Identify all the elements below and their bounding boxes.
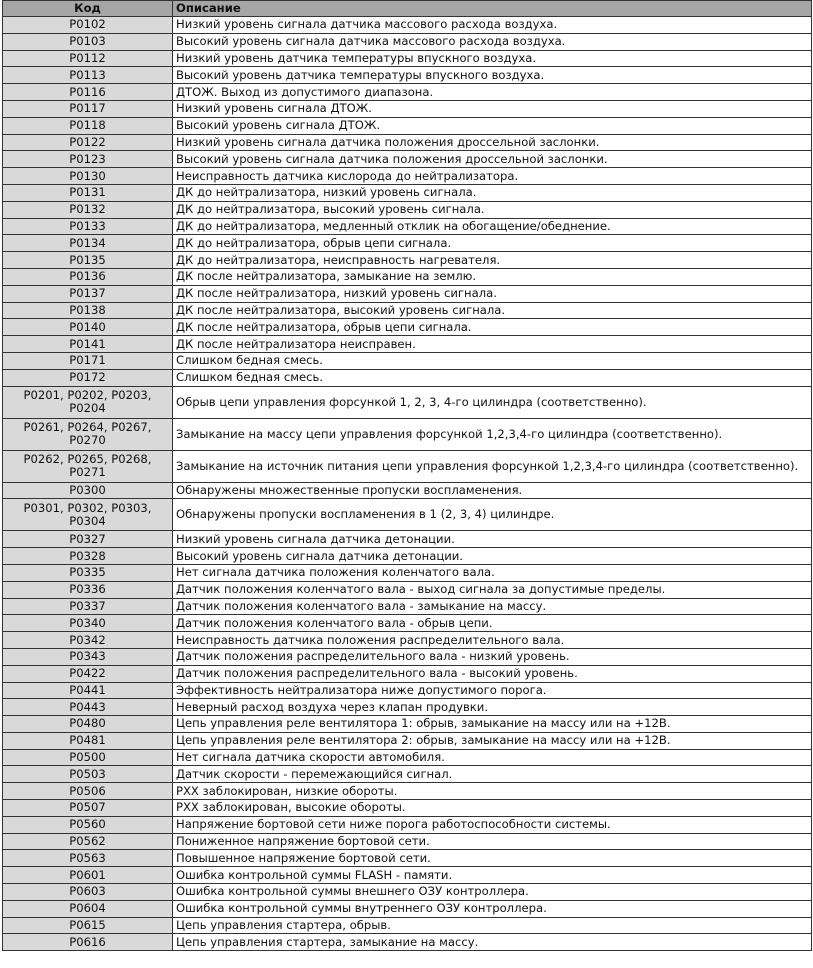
error-code-cell: P0503 — [3, 766, 173, 783]
error-description-cell: Ошибка контрольной суммы внутреннего ОЗУ контроллера. — [173, 900, 812, 917]
error-description-cell: Низкий уровень сигнала датчика детонации. — [173, 531, 812, 548]
error-code-cell: P0616 — [3, 934, 173, 951]
table-row — [3, 917, 812, 934]
table-row — [3, 67, 812, 84]
table-row — [3, 665, 812, 682]
error-code-cell: P0140 — [3, 319, 173, 336]
error-description-cell: ДК после нейтрализатора неисправен. — [173, 336, 812, 353]
table-row — [3, 134, 812, 151]
table-row — [3, 732, 812, 749]
table-row — [3, 816, 812, 833]
error-code-cell: P0507 — [3, 800, 173, 817]
error-description-cell: Неисправность датчика кислорода до нейтрализатора. — [173, 168, 812, 185]
error-code-cell: P0262, P0265, P0268, P0271 — [3, 450, 173, 482]
error-description-cell: ДК после нейтрализатора, обрыв цепи сигнала. — [173, 319, 812, 336]
table-row — [3, 151, 812, 168]
error-code-cell: P0327 — [3, 531, 173, 548]
error-code-cell: P0132 — [3, 201, 173, 218]
error-code-cell: P0481 — [3, 732, 173, 749]
table-row — [3, 369, 812, 386]
error-code-cell: P0131 — [3, 184, 173, 201]
error-description-cell: ДК до нейтрализатора, высокий уровень сигнала. — [173, 201, 812, 218]
error-code-cell: P0480 — [3, 716, 173, 733]
error-description-cell: Слишком бедная смесь. — [173, 352, 812, 369]
table-row — [3, 564, 812, 581]
table-row — [3, 783, 812, 800]
error-code-cell: P0261, P0264, P0267, P0270 — [3, 418, 173, 450]
table-row — [3, 682, 812, 699]
error-code-cell: P0441 — [3, 682, 173, 699]
error-code-cell: P0118 — [3, 117, 173, 134]
error-code-cell: P0336 — [3, 581, 173, 598]
error-description-cell: Эффективность нейтрализатора ниже допустимого порога. — [173, 682, 812, 699]
table-row — [3, 867, 812, 884]
error-code-cell: P0172 — [3, 369, 173, 386]
error-description-cell: Нет сигнала датчика положения коленчатого вала. — [173, 564, 812, 581]
table-row — [3, 336, 812, 353]
header-row — [3, 1, 812, 17]
table-row — [3, 581, 812, 598]
error-description-cell: Низкий уровень датчика температуры впускного воздуха. — [173, 50, 812, 67]
header-code: Код — [3, 1, 173, 17]
table-row — [3, 648, 812, 665]
error-description-cell: РХХ заблокирован, низкие обороты. — [173, 783, 812, 800]
error-code-cell: P0500 — [3, 749, 173, 766]
error-code-cell: P0506 — [3, 783, 173, 800]
table-row — [3, 184, 812, 201]
table-row — [3, 235, 812, 252]
error-description-cell: Низкий уровень сигнала датчика положения дроссельной заслонки. — [173, 134, 812, 151]
table-header — [3, 1, 812, 17]
error-code-cell: P0122 — [3, 134, 173, 151]
error-code-cell: P0112 — [3, 50, 173, 67]
table-row — [3, 268, 812, 285]
table-row — [3, 934, 812, 951]
error-description-cell: Обнаружены пропуски воспламенения в 1 (2, 3, 4) цилиндре. — [173, 499, 812, 531]
table-row — [3, 319, 812, 336]
error-description-cell: Цепь управления стартера, обрыв. — [173, 917, 812, 934]
error-code-cell: P0133 — [3, 218, 173, 235]
error-code-cell: P0141 — [3, 336, 173, 353]
error-description-cell: Пониженное напряжение бортовой сети. — [173, 833, 812, 850]
error-description-cell: Повышенное напряжение бортовой сети. — [173, 850, 812, 867]
table-row — [3, 84, 812, 101]
error-code-cell: P0117 — [3, 100, 173, 117]
error-description-cell: ДК после нейтрализатора, замыкание на землю. — [173, 268, 812, 285]
error-description-cell: Обнаружены множественные пропуски воспламенения. — [173, 482, 812, 499]
table-row — [3, 766, 812, 783]
error-description-cell: Нет сигнала датчика скорости автомобиля. — [173, 749, 812, 766]
error-description-cell: Замыкание на источник питания цепи управления форсункой 1,2,3,4-го цилиндра (соответственно). — [173, 450, 812, 482]
error-code-cell: P0113 — [3, 67, 173, 84]
table-row — [3, 749, 812, 766]
error-description-cell: Ошибка контрольной суммы внешнего ОЗУ контроллера. — [173, 884, 812, 901]
error-description-cell: Цепь управления реле вентилятора 2: обрыв, замыкание на массу или на +12В. — [173, 732, 812, 749]
error-description-cell: Неисправность датчика положения распределительного вала. — [173, 632, 812, 649]
header-description: Описание — [173, 1, 812, 17]
table-row — [3, 632, 812, 649]
table-row — [3, 699, 812, 716]
error-description-cell: Датчик положения коленчатого вала - замыкание на массу. — [173, 598, 812, 615]
error-code-cell: P0138 — [3, 302, 173, 319]
table-row — [3, 168, 812, 185]
table-row — [3, 302, 812, 319]
error-description-cell: РХХ заблокирован, высокие обороты. — [173, 800, 812, 817]
table-body — [3, 17, 812, 951]
error-code-cell: P0563 — [3, 850, 173, 867]
error-code-cell: P0116 — [3, 84, 173, 101]
error-code-cell: P0171 — [3, 352, 173, 369]
error-code-cell: P0335 — [3, 564, 173, 581]
error-code-cell: P0615 — [3, 917, 173, 934]
table-row — [3, 598, 812, 615]
error-description-cell: Высокий уровень сигнала датчика массового расхода воздуха. — [173, 33, 812, 50]
error-description-cell: ДК до нейтрализатора, низкий уровень сигнала. — [173, 184, 812, 201]
table-row — [3, 117, 812, 134]
error-code-cell: P0337 — [3, 598, 173, 615]
error-code-cell: P0562 — [3, 833, 173, 850]
table-row — [3, 548, 812, 565]
table-row — [3, 884, 812, 901]
error-description-cell: Слишком бедная смесь. — [173, 369, 812, 386]
error-code-cell: P0300 — [3, 482, 173, 499]
error-description-cell: Датчик положения коленчатого вала - обрыв цепи. — [173, 615, 812, 632]
error-code-cell: P0201, P0202, P0203, P0204 — [3, 386, 173, 418]
error-description-cell: Датчик скорости - перемежающийся сигнал. — [173, 766, 812, 783]
table-row — [3, 850, 812, 867]
error-description-cell: Низкий уровень сигнала ДТОЖ. — [173, 100, 812, 117]
error-description-cell: Датчик положения распределительного вала - низкий уровень. — [173, 648, 812, 665]
table-row — [3, 100, 812, 117]
table-row — [3, 716, 812, 733]
error-code-cell: P0130 — [3, 168, 173, 185]
table-row — [3, 17, 812, 34]
table-row — [3, 450, 812, 482]
error-description-cell: ДК до нейтрализатора, медленный отклик на обогащение/обеднение. — [173, 218, 812, 235]
error-code-cell: P0422 — [3, 665, 173, 682]
error-code-cell: P0134 — [3, 235, 173, 252]
error-description-cell: Напряжение бортовой сети ниже порога работоспособности системы. — [173, 816, 812, 833]
error-code-cell: P0601 — [3, 867, 173, 884]
error-description-cell: Датчик положения распределительного вала - высокий уровень. — [173, 665, 812, 682]
error-code-cell: P0301, P0302, P0303, P0304 — [3, 499, 173, 531]
error-description-cell: Цепь управления стартера, замыкание на массу. — [173, 934, 812, 951]
table-row — [3, 833, 812, 850]
table-row — [3, 285, 812, 302]
error-description-cell: Высокий уровень датчика температуры впускного воздуха. — [173, 67, 812, 84]
error-code-cell: P0560 — [3, 816, 173, 833]
table-row — [3, 50, 812, 67]
error-code-cell: P0340 — [3, 615, 173, 632]
error-codes-table — [2, 0, 812, 951]
error-code-cell: P0136 — [3, 268, 173, 285]
error-code-cell: P0603 — [3, 884, 173, 901]
error-code-cell: P0342 — [3, 632, 173, 649]
error-description-cell: Высокий уровень сигнала датчика положения дроссельной заслонки. — [173, 151, 812, 168]
table-row — [3, 499, 812, 531]
error-code-cell: P0123 — [3, 151, 173, 168]
table-row — [3, 386, 812, 418]
table-row — [3, 418, 812, 450]
error-description-cell: Обрыв цепи управления форсункой 1, 2, 3, 4-го цилиндра (соответственно). — [173, 386, 812, 418]
error-description-cell: Неверный расход воздуха через клапан продувки. — [173, 699, 812, 716]
error-code-cell: P0103 — [3, 33, 173, 50]
table-row — [3, 218, 812, 235]
error-description-cell: Высокий уровень сигнала датчика детонации. — [173, 548, 812, 565]
error-description-cell: ДК после нейтрализатора, низкий уровень сигнала. — [173, 285, 812, 302]
error-code-cell: P0102 — [3, 17, 173, 34]
error-description-cell: ДК после нейтрализатора, высокий уровень сигнала. — [173, 302, 812, 319]
error-description-cell: Ошибка контрольной суммы FLASH - памяти. — [173, 867, 812, 884]
error-code-cell: P0604 — [3, 900, 173, 917]
table-row — [3, 900, 812, 917]
error-description-cell: Низкий уровень сигнала датчика массового расхода воздуха. — [173, 17, 812, 34]
table-row — [3, 531, 812, 548]
table-row — [3, 252, 812, 269]
table-row — [3, 352, 812, 369]
error-description-cell: Цепь управления реле вентилятора 1: обрыв, замыкание на массу или на +12В. — [173, 716, 812, 733]
error-description-cell: Высокий уровень сигнала ДТОЖ. — [173, 117, 812, 134]
error-description-cell: ДК до нейтрализатора, неисправность нагревателя. — [173, 252, 812, 269]
table-row — [3, 33, 812, 50]
table-row — [3, 615, 812, 632]
table-row — [3, 800, 812, 817]
error-code-cell: P0343 — [3, 648, 173, 665]
error-code-cell: P0443 — [3, 699, 173, 716]
error-description-cell: ДК до нейтрализатора, обрыв цепи сигнала. — [173, 235, 812, 252]
error-description-cell: Датчик положения коленчатого вала - выход сигнала за допустимые пределы. — [173, 581, 812, 598]
error-code-cell: P0137 — [3, 285, 173, 302]
error-description-cell: ДТОЖ. Выход из допустимого диапазона. — [173, 84, 812, 101]
error-code-cell: P0135 — [3, 252, 173, 269]
table-row — [3, 201, 812, 218]
table-row — [3, 482, 812, 499]
error-code-cell: P0328 — [3, 548, 173, 565]
error-description-cell: Замыкание на массу цепи управления форсункой 1,2,3,4-го цилиндра (соответственно). — [173, 418, 812, 450]
